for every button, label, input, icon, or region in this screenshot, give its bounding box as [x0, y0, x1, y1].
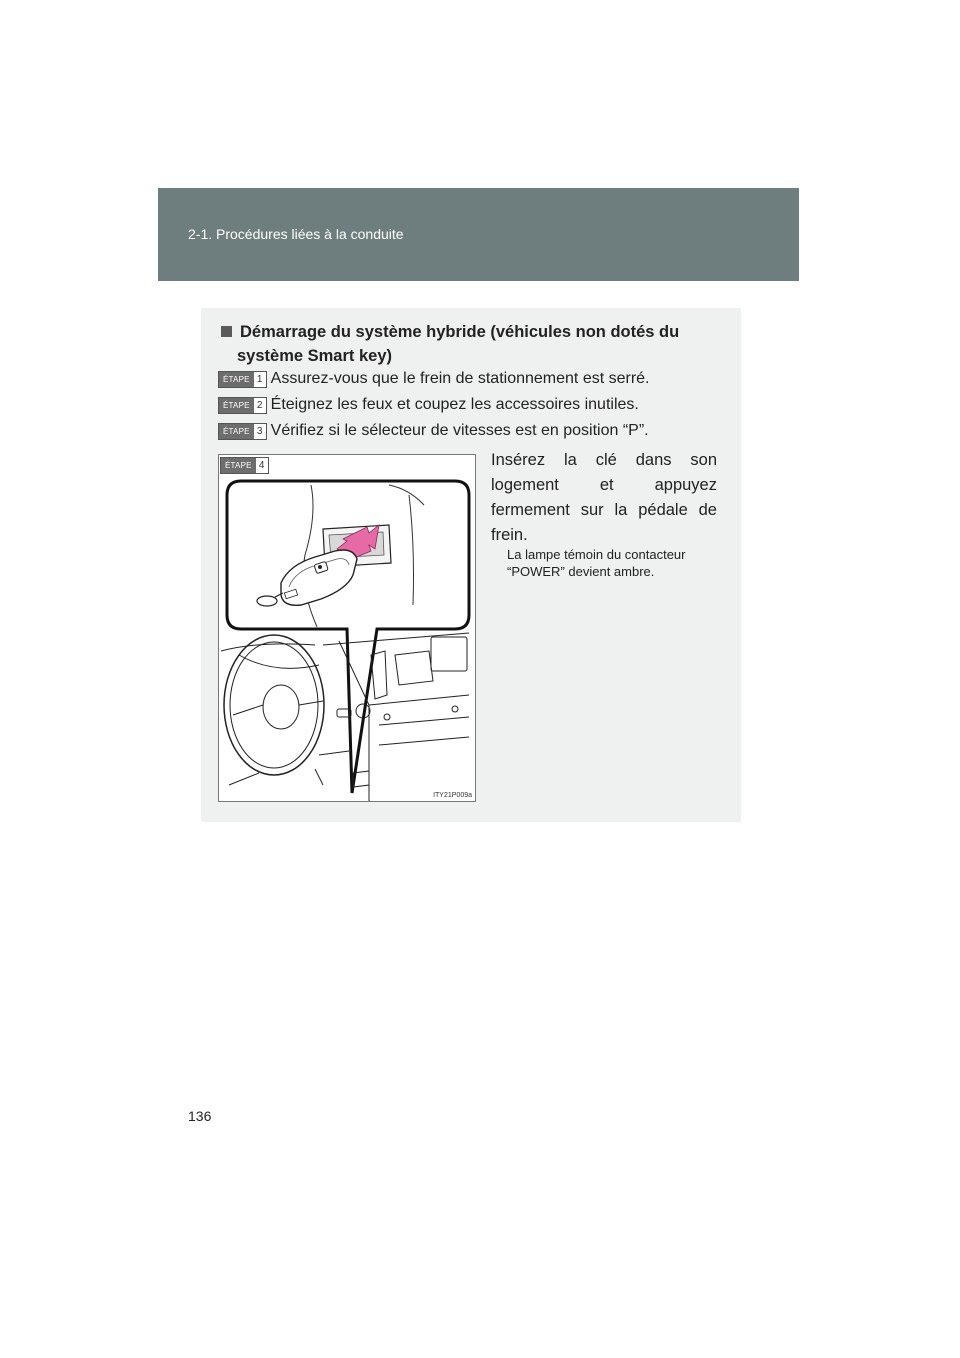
illustration-frame: [218, 454, 476, 802]
figure-code: ITY21P009a: [433, 792, 472, 799]
key-insertion-illustration: [219, 455, 475, 801]
step-2-text: Éteignez les feux et coupez les accessoires inutiles.: [270, 396, 639, 413]
heading-line-1: Démarrage du système hybride (véhicules non dotés du: [240, 323, 680, 341]
step-4-badge: ÉTAPE 4: [220, 457, 269, 474]
section-heading: [221, 320, 719, 368]
step-1-text: Assurez-vous que le frein de stationnement est serré.: [270, 370, 650, 387]
square-bullet-icon: [221, 326, 232, 337]
section-title: 2-1. Procédures liées à la conduite: [188, 226, 404, 242]
step-badge: ÉTAPE 3: [218, 423, 267, 440]
step-2: [218, 395, 639, 415]
heading-line-2: système Smart key): [237, 347, 393, 365]
section-header-bar: [158, 188, 799, 281]
step-3-text: Vérifiez si le sélecteur de vitesses est en position “P”.: [270, 422, 649, 439]
step-3: [218, 421, 649, 441]
step-1: [218, 369, 650, 389]
content-panel: [201, 308, 741, 822]
step-4-text: Insérez la clé dans son logement et appuyez fermement sur la pédale de frein.: [491, 451, 717, 544]
step-badge: ÉTAPE 2: [218, 397, 267, 414]
page-number: 136: [188, 1108, 212, 1124]
step-4-note: La lampe témoin du contacteur “POWER” devient ambre.: [507, 547, 686, 579]
step-badge: ÉTAPE 1: [218, 371, 267, 388]
